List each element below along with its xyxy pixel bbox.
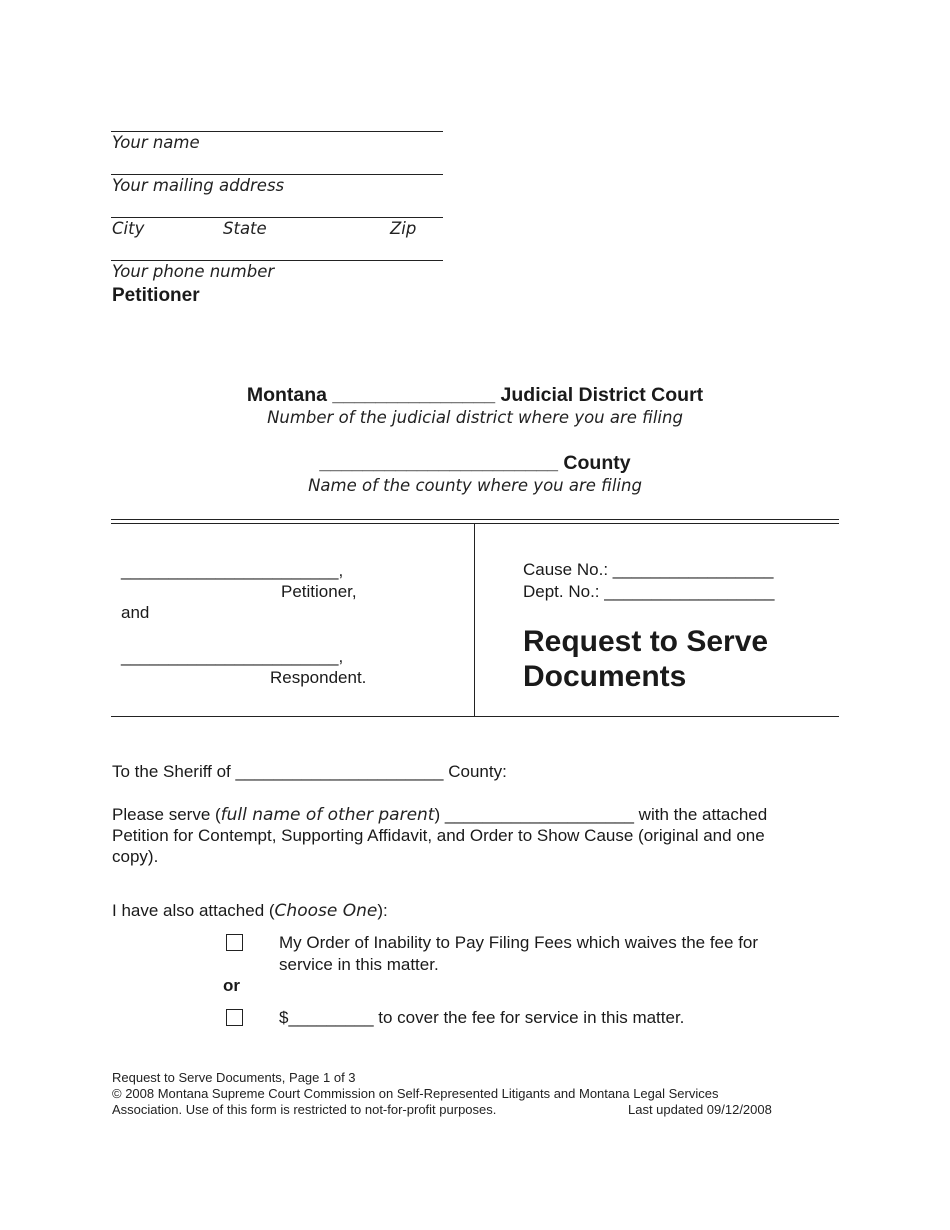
respondent-caption-label: Respondent. xyxy=(270,668,367,687)
district-hint: Number of the judicial district where you are filing xyxy=(267,408,683,427)
district-suffix: Judicial District Court xyxy=(500,384,704,406)
option-1-line-2: service in this matter. xyxy=(279,955,439,974)
serve-line-2: Petition for Contempt, Supporting Affidavit, and Order to Show Cause (original and one xyxy=(112,826,765,845)
name-label: Your name xyxy=(112,133,200,152)
document-title xyxy=(523,624,768,694)
petitioner-role: Petitioner xyxy=(112,285,200,306)
petitioner-caption-label: Petitioner, xyxy=(281,582,357,601)
attached-line xyxy=(112,901,388,921)
serve-italic: full name of other parent xyxy=(220,805,435,825)
court-montana: Montana xyxy=(246,384,327,406)
option-2-text[interactable]: $_________ to cover the fee for service in this matter. xyxy=(279,1008,685,1027)
state-label: State xyxy=(223,219,267,238)
attached-italic: Choose One xyxy=(274,901,378,921)
serve-post[interactable]: ) ____________________ with the attached xyxy=(434,805,768,824)
caption-top-rule-2 xyxy=(111,523,839,524)
court-title xyxy=(0,384,950,407)
option-1-line-1: My Order of Inability to Pay Filing Fees which waives the fee for xyxy=(279,933,759,952)
caption-bottom-rule xyxy=(111,716,839,717)
or-label: or xyxy=(223,976,240,995)
phone-label: Your phone number xyxy=(112,262,275,281)
dept-no[interactable]: Dept. No.: __________________ xyxy=(523,582,775,601)
option-2-checkbox[interactable] xyxy=(226,1009,243,1026)
respondent-blank[interactable]: _______________________, xyxy=(121,647,344,666)
attached-pre: I have also attached ( xyxy=(112,901,275,920)
address-label: Your mailing address xyxy=(112,176,285,195)
serve-line-3: copy). xyxy=(112,847,159,866)
serve-line-1 xyxy=(112,805,767,825)
and-label: and xyxy=(121,603,150,622)
address-line[interactable] xyxy=(111,174,443,175)
caption-top-rule-1 xyxy=(111,519,839,520)
serve-pre: Please serve ( xyxy=(112,805,221,824)
county-title xyxy=(0,452,950,475)
district-blank[interactable]: _______________ xyxy=(332,384,496,406)
cause-no[interactable]: Cause No.: _________________ xyxy=(523,560,774,579)
footer-copyright-2: Association. Use of this form is restricted to not-for-profit purposes. xyxy=(112,1102,497,1117)
county-suffix: County xyxy=(563,452,631,474)
caption-divider xyxy=(474,523,475,717)
zip-label: Zip xyxy=(390,219,417,238)
phone-line[interactable] xyxy=(111,260,443,261)
option-1-checkbox[interactable] xyxy=(226,934,243,951)
footer-updated: Last updated 09/12/2008 xyxy=(628,1102,772,1117)
attached-post: ): xyxy=(377,901,388,920)
footer-copyright-1: © 2008 Montana Supreme Court Commission on Self-Represented Litigants and Montana Legal Services xyxy=(112,1086,719,1101)
county-hint: Name of the county where you are filing xyxy=(308,476,642,495)
county-blank[interactable]: ______________________ xyxy=(319,452,558,474)
city-state-zip-line[interactable] xyxy=(111,217,443,218)
title-line-1: Request to Serve xyxy=(523,625,769,658)
sheriff-line[interactable]: To the Sheriff of ______________________ County: xyxy=(112,762,507,781)
petitioner-blank[interactable]: _______________________, xyxy=(121,561,344,580)
footer-page: Request to Serve Documents, Page 1 of 3 xyxy=(112,1070,356,1085)
title-line-2: Documents xyxy=(523,660,687,693)
name-line[interactable] xyxy=(111,131,443,132)
city-label: City xyxy=(112,219,145,238)
